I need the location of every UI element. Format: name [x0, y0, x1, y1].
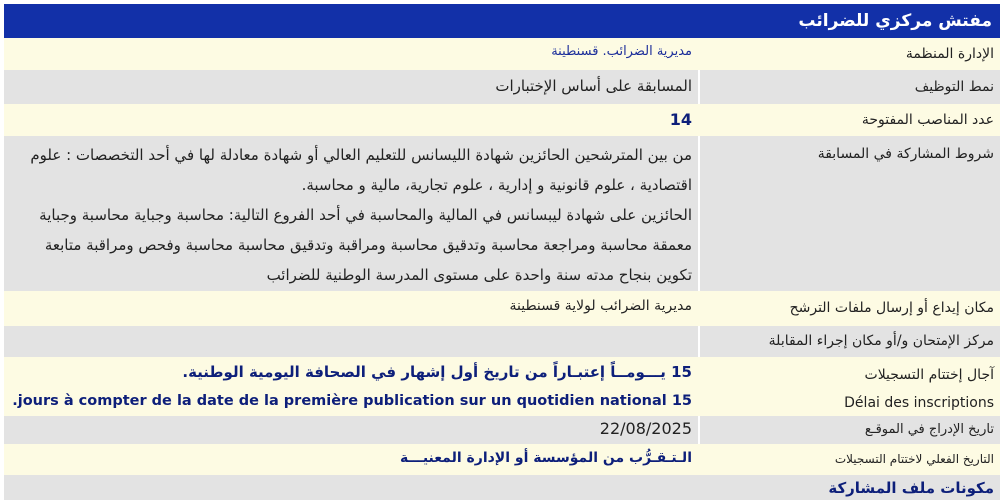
file-components-label: مكونات ملف المشاركة [828, 479, 994, 497]
row-exam-center [4, 326, 1000, 357]
recruitment-mode-label: نمط التوظيف [914, 79, 994, 95]
recruitment-mode-value: المسابقة على أساس الإختبارات [495, 77, 692, 95]
deadline-label-ar: آجال إختتام التسجيلات [864, 367, 994, 383]
row-open-positions [4, 104, 1000, 136]
deadline-value-fr: 15 jours à compter de la date de la première publication sur un quotidien national. [12, 393, 692, 409]
row-conditions [4, 136, 1000, 291]
open-positions-label: عدد المناصب المفتوحة [861, 112, 994, 128]
deposit-place-label: مكان إيداع أو إرسال ملفات الترشح [789, 300, 994, 316]
open-positions-value: 14 [669, 110, 692, 129]
organizer-label: الإدارة المنظمة [905, 46, 994, 62]
organizer-value: مديرية الضرائب. قسنطينة [551, 44, 692, 59]
row-actual-closing [4, 444, 1000, 475]
row-file-components [4, 475, 1000, 500]
posting-date-label: تاريخ الإدراج في الموقـع [864, 422, 994, 437]
row-deposit-place [4, 291, 1000, 326]
job-title-header [4, 4, 1000, 38]
row-posting-date [4, 416, 1000, 444]
conditions-label: شروط المشاركة في المسابقة [817, 146, 994, 162]
deadline-label-fr: Délai des inscriptions [844, 395, 994, 411]
row-recruitment-mode [4, 70, 1000, 104]
conditions-paragraph-1: من بين المترشحين الحائزين شهادة الليسانس للتعليم العالي أو شهادة معادلة لها في أحد التخصصات : علوم اقتصادية ، علوم قانونية و إدارية ، علوم تجارية، مالية و محاسبة. [30, 146, 692, 194]
conditions-paragraph-2: الحائزين على شهادة ليبسانس في المالية والمحاسبة في أحد الفروع التالية: محاسبة وجباية محاسبة وجباية معمقة محاسبة ومراجعة محاسبة وتدقيق محاسبة ومراقبة وتدقيق محاسبة محاسبة وفحص ومراقبة متابعة تكوين بنجاح مدته سنة واحدة على مستوى المدرسة الوطنية للضرائب [39, 206, 692, 284]
actual-closing-value: الـتـقـرُّب من المؤسسة أو الإدارة المعنيـــة [400, 450, 692, 466]
job-title: مفتش مركزي للضرائب [798, 11, 992, 31]
exam-center-label: مركز الإمتحان و/أو مكان إجراء المقابلة [768, 333, 994, 349]
deposit-place-value: مديرية الضرائب لولاية قسنطينة [509, 298, 692, 314]
row-deadline [4, 357, 1000, 416]
actual-closing-label: التاريخ الفعلي لاختتام التسجيلات [834, 452, 994, 466]
deadline-value-ar: 15 يـــومــاً إعتبـاراً من تاريخ أول إشهار في الصحافة اليومية الوطنية. [182, 363, 692, 381]
row-organizer [4, 38, 1000, 70]
posting-date-value: 22/08/2025 [599, 419, 692, 438]
